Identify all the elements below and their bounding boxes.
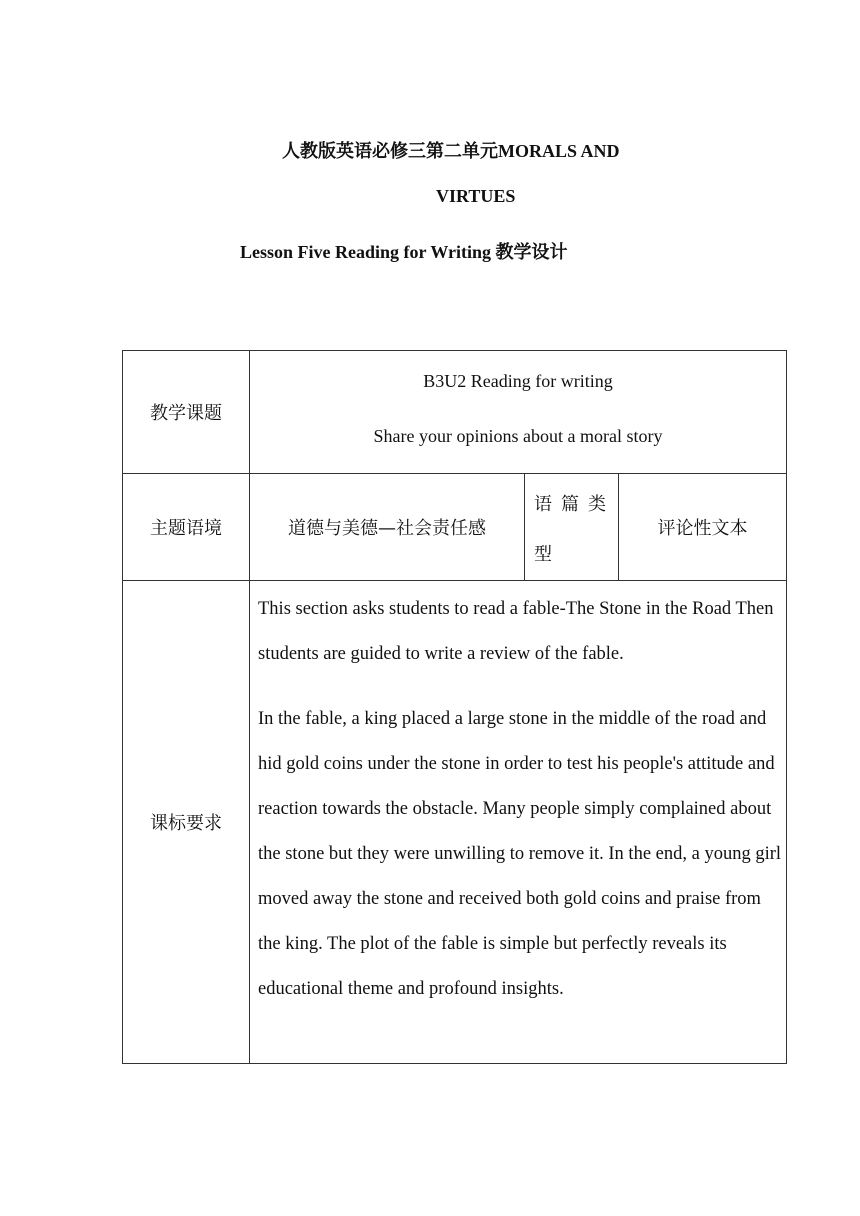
table-row-context [123, 474, 787, 581]
document-title-line-1: 人教版英语必修三第二单元MORALS AND [282, 141, 620, 161]
topic-title: B3U2 Reading for writing [423, 371, 613, 391]
document-subtitle: Lesson Five Reading for Writing 教学设计 [240, 242, 568, 262]
theme-context-value: 道德与美德—社会责任感 [250, 474, 525, 581]
table-row-topic [123, 351, 787, 474]
standards-paragraph-2: In the fable, a king placed a large stone in the middle of the road and hid gold coins under the stone in order to test his people's attitude and reaction towards the obstacle. Many people simply complained about the stone but they were unwilling to remove it. In the end, a young girl moved away the stone and received both gold coins and praise from the king. The plot of the fable is simple but perfectly reveals its educational theme and profound insights. [258, 709, 782, 999]
document-title-line-2: VIRTUES [436, 186, 516, 206]
topic-subtitle: Share your opinions about a moral story [373, 426, 663, 446]
table-row-standards [123, 581, 787, 1064]
label-theme-context: 主题语境 [123, 474, 250, 581]
standards-content [250, 581, 787, 1064]
label-teaching-topic: 教学课题 [123, 351, 250, 474]
topic-cell [250, 351, 787, 474]
label-curriculum-standards: 课标要求 [123, 581, 250, 1064]
label-text-genre: 语篇类型 [525, 474, 619, 581]
lesson-design-table [122, 350, 787, 1064]
standards-paragraph-1: This section asks students to read a fable-The Stone in the Road Then students are guided to write a review of the fable. [258, 599, 774, 664]
text-genre-value: 评论性文本 [619, 474, 787, 581]
